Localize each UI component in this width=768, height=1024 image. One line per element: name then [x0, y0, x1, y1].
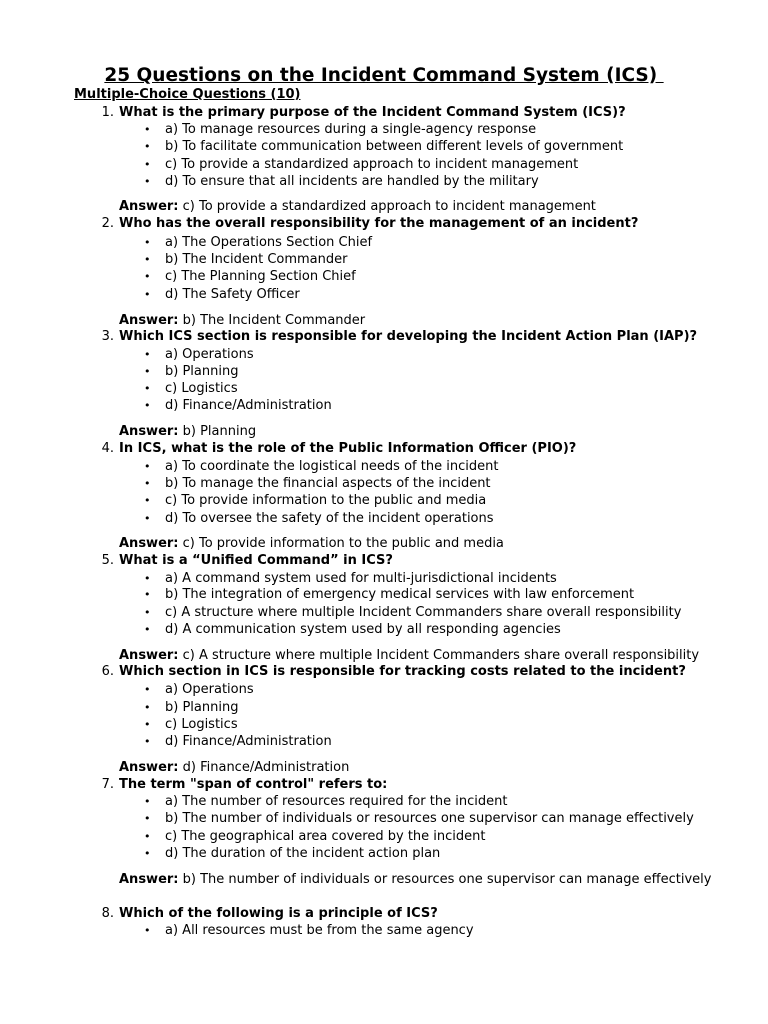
question-number: 6. — [101, 664, 114, 679]
bullet-icon: • — [144, 683, 151, 696]
answer-line — [119, 647, 719, 664]
option-text: d) The duration of the incident action plan — [165, 846, 441, 861]
bullet-icon: • — [144, 270, 151, 283]
answer-text: c) A structure where multiple Incident Commanders share overall responsibility — [182, 648, 700, 663]
answer-label: Answer: — [119, 313, 179, 328]
option-text: a) To coordinate the logistical needs of the incident — [165, 459, 499, 474]
bullet-icon: • — [144, 123, 151, 136]
answer-line — [119, 198, 719, 215]
question-number: 4. — [101, 441, 114, 456]
option-text: c) To provide a standardized approach to incident management — [165, 157, 579, 172]
question-text: The term "span of control" refers to: — [119, 777, 388, 792]
answer-label: Answer: — [119, 872, 179, 887]
question-text: Which of the following is a principle of ICS? — [119, 906, 438, 921]
option-text: b) Planning — [165, 364, 239, 379]
answer-text: c) To provide a standardized approach to incident management — [182, 199, 596, 214]
option-text: a) To manage resources during a single-agency response — [165, 122, 537, 137]
answer-line — [119, 312, 719, 329]
option-text: c) To provide information to the public and media — [165, 493, 487, 508]
answer-label: Answer: — [119, 536, 179, 551]
bullet-icon: • — [144, 572, 151, 585]
option-text: c) Logistics — [165, 381, 238, 396]
section-heading: Multiple-Choice Questions (10) — [74, 87, 301, 102]
bullet-icon: • — [144, 588, 151, 601]
bullet-icon: • — [144, 348, 151, 361]
option-text: b) The integration of emergency medical services with law enforcement — [165, 587, 635, 602]
bullet-icon: • — [144, 236, 151, 249]
bullet-icon: • — [144, 830, 151, 843]
bullet-icon: • — [144, 382, 151, 395]
question-number: 5. — [101, 553, 114, 568]
question-number: 2. — [101, 216, 114, 231]
answer-label: Answer: — [119, 760, 179, 775]
bullet-icon: • — [144, 460, 151, 473]
answer-line — [119, 759, 719, 776]
bullet-icon: • — [144, 812, 151, 825]
question-text: In ICS, what is the role of the Public Information Officer (PIO)? — [119, 441, 577, 456]
option-text: b) The Incident Commander — [165, 252, 348, 267]
bullet-icon: • — [144, 494, 151, 507]
answer-text: b) The Incident Commander — [182, 313, 366, 328]
bullet-icon: • — [144, 795, 151, 808]
option-text: b) To facilitate communication between different levels of government — [165, 139, 624, 154]
bullet-icon: • — [144, 253, 151, 266]
bullet-icon: • — [144, 140, 151, 153]
question-text: Which section in ICS is responsible for tracking costs related to the incident? — [119, 664, 686, 679]
answer-text: b) Planning — [182, 424, 257, 439]
question-text: What is a “Unified Command” in ICS? — [119, 553, 393, 568]
question-text: What is the primary purpose of the Incident Command System (ICS)? — [119, 105, 626, 120]
bullet-icon: • — [144, 623, 151, 636]
option-text: a) Operations — [165, 682, 254, 697]
option-text: a) The Operations Section Chief — [165, 235, 373, 250]
question-text: Who has the overall responsibility for the management of an incident? — [119, 216, 639, 231]
bullet-icon: • — [144, 606, 151, 619]
bullet-icon: • — [144, 847, 151, 860]
answer-label: Answer: — [119, 424, 179, 439]
answer-text: c) To provide information to the public and media — [182, 536, 504, 551]
option-text: b) Planning — [165, 700, 239, 715]
option-text: d) To oversee the safety of the incident operations — [165, 511, 494, 526]
question-number: 3. — [101, 329, 114, 344]
answer-label: Answer: — [119, 648, 179, 663]
bullet-icon: • — [144, 512, 151, 525]
bullet-icon: • — [144, 924, 151, 937]
option-text: d) The Safety Officer — [165, 287, 300, 302]
option-text: c) Logistics — [165, 717, 238, 732]
option-text: c) The geographical area covered by the incident — [165, 829, 486, 844]
question-number: 1. — [101, 105, 114, 120]
option-text: a) The number of resources required for the incident — [165, 794, 508, 809]
option-text: d) A communication system used by all responding agencies — [165, 622, 561, 637]
bullet-icon: • — [144, 477, 151, 490]
option-text: d) To ensure that all incidents are handled by the military — [165, 174, 539, 189]
answer-text: b) The number of individuals or resources one supervisor can manage effectively — [182, 872, 712, 887]
option-text: c) The Planning Section Chief — [165, 269, 356, 284]
bullet-icon: • — [144, 701, 151, 714]
option-text: a) Operations — [165, 347, 254, 362]
question-number: 7. — [101, 777, 114, 792]
option-text: c) A structure where multiple Incident Commanders share overall responsibility — [165, 605, 682, 620]
answer-text: d) Finance/Administration — [182, 760, 350, 775]
question-number: 8. — [101, 906, 114, 921]
option-text: a) All resources must be from the same agency — [165, 923, 474, 938]
answer-line — [119, 423, 719, 440]
option-text: b) The number of individuals or resources one supervisor can manage effectively — [165, 811, 694, 826]
bullet-icon: • — [144, 175, 151, 188]
option-text: d) Finance/Administration — [165, 398, 332, 413]
bullet-icon: • — [144, 365, 151, 378]
answer-line — [119, 871, 719, 888]
option-text: d) Finance/Administration — [165, 734, 332, 749]
question-text: Which ICS section is responsible for developing the Incident Action Plan (IAP)? — [119, 329, 698, 344]
answer-line — [119, 535, 719, 552]
answer-label: Answer: — [119, 199, 179, 214]
document-title: 25 Questions on the Incident Command System (ICS) — [104, 65, 664, 86]
option-text: a) A command system used for multi-jurisdictional incidents — [165, 571, 557, 586]
bullet-icon: • — [144, 399, 151, 412]
bullet-icon: • — [144, 158, 151, 171]
option-text: b) To manage the financial aspects of the incident — [165, 476, 491, 491]
bullet-icon: • — [144, 735, 151, 748]
bullet-icon: • — [144, 718, 151, 731]
bullet-icon: • — [144, 288, 151, 301]
